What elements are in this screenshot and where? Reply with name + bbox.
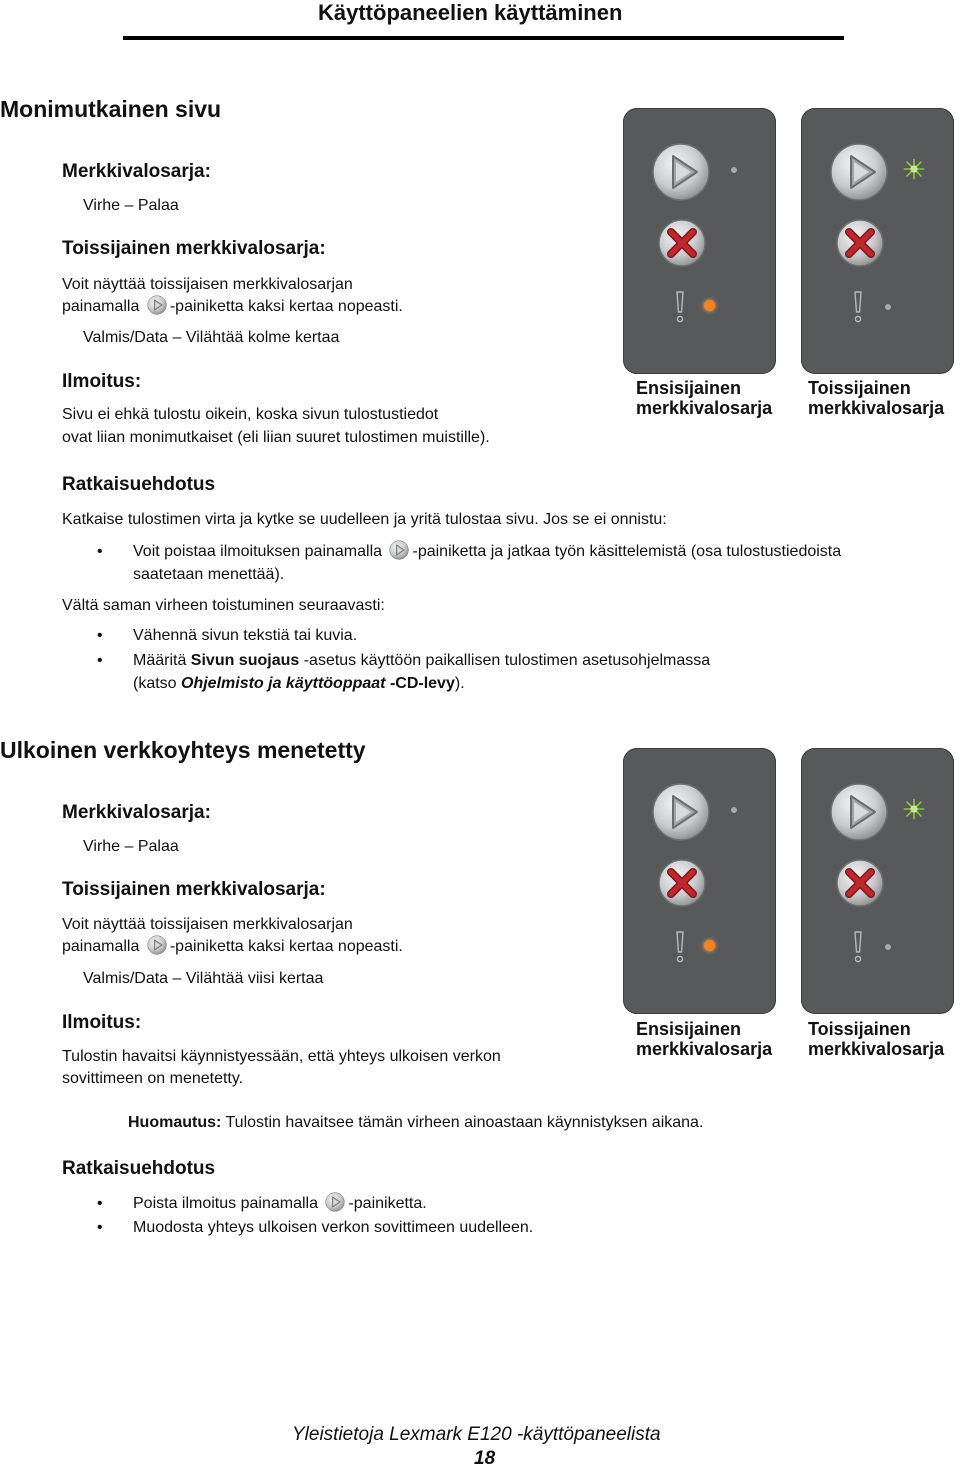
led-icon: [885, 944, 891, 950]
play-button-icon: [147, 295, 167, 315]
section-title-network-lost: Ulkoinen verkkoyhteys menetetty: [0, 737, 366, 763]
exclamation-icon: [673, 930, 687, 964]
secondary-sequence-value: Valmis/Data – Vilähtää kolme kertaa: [83, 329, 340, 346]
section-title-complex-page: Monimutkainen sivu: [0, 96, 222, 122]
cd-suffix: -CD-levy: [385, 675, 455, 692]
note: [128, 1111, 703, 1134]
led-icon: [731, 167, 737, 173]
light-sequence-heading: Merkkivalosarja:: [62, 161, 211, 182]
led-icon: [903, 158, 925, 180]
panel-secondary-label: [808, 378, 944, 418]
cd-name: Ohjelmisto ja käyttöoppaat: [181, 675, 386, 692]
secondary-sequence-heading: Toissijainen merkkivalosarja:: [62, 238, 326, 259]
bullet-text: ).: [454, 675, 465, 692]
page-number: 18: [474, 1448, 496, 1469]
bullet-text: -painiketta.: [348, 1195, 427, 1212]
play-button-icon: [325, 1192, 345, 1212]
play-button-icon: [829, 142, 889, 202]
solution-intro: Katkaise tulostimen virta ja kytke se uudelleen ja yritä tulostaa sivu. Jos se ei onnistu:: [62, 511, 667, 528]
led-icon: [704, 940, 715, 951]
bullet-text: Määritä: [133, 652, 191, 669]
bullet-text: Muodosta yhteys ulkoisen verkon sovittimeen uudelleen.: [133, 1219, 534, 1236]
setting-name: Sivun suojaus: [190, 652, 300, 669]
exclamation-icon: [851, 930, 865, 964]
play-button-icon: [829, 782, 889, 842]
play-button-icon: [651, 782, 711, 842]
panel-secondary-label-line2: merkkivalosarja: [808, 1039, 945, 1059]
control-panel-primary: [623, 108, 776, 374]
led-icon: [704, 300, 715, 311]
secondary-sequence-heading: Toissijainen merkkivalosarja:: [62, 879, 326, 900]
solution-heading: Ratkaisuehdotus: [62, 1158, 216, 1179]
secondary-sequence-text-1: Voit näyttää toissijaisen merkkivalosarjan: [62, 916, 353, 933]
bullet-text: Vähennä sivun tekstiä tai kuvia.: [133, 627, 358, 644]
notice-text-2: ovat liian monimutkaiset (eli liian suuret tulostimen muistille).: [62, 429, 490, 446]
secondary-text-post: -painiketta kaksi kertaa nopeasti.: [169, 938, 403, 955]
panel-secondary-label-line1: Toissijainen: [808, 378, 911, 398]
control-panel-primary: [623, 748, 776, 1014]
play-button-icon: [651, 142, 711, 202]
x-button-icon: [657, 218, 707, 268]
control-panel-secondary: [801, 748, 954, 1014]
bullet-text: -asetus käyttöön paikallisen tulostimen asetusohjelmassa: [299, 652, 711, 669]
led-icon: [903, 798, 925, 820]
panel-secondary-label: [808, 1019, 944, 1059]
panel-primary-label-line1: Ensisijainen: [636, 378, 742, 398]
light-sequence-value: Virhe – Palaa: [83, 197, 179, 214]
bullet-text: Poista ilmoitus painamalla: [133, 1195, 318, 1212]
bullet-text: Voit poistaa ilmoituksen painamalla: [133, 543, 383, 560]
note-text: Tulostin havaitsee tämän virheen ainoastaan käynnistyksen aikana.: [221, 1114, 704, 1131]
x-button-icon: [835, 858, 885, 908]
list-item: [133, 540, 933, 586]
secondary-sequence-text-2: [62, 935, 403, 958]
notice-text-1: Tulostin havaitsi käynnistyessään, että yhteys ulkoisen verkon: [62, 1048, 501, 1065]
light-sequence-heading: Merkkivalosarja:: [62, 802, 211, 823]
secondary-sequence-value: Valmis/Data – Vilähtää viisi kertaa: [83, 970, 324, 987]
panel-primary-label-line2: merkkivalosarja: [636, 1039, 773, 1059]
panel-secondary-label-line1: Toissijainen: [808, 1019, 911, 1039]
secondary-text-pre: painamalla: [62, 938, 140, 955]
note-label: Huomautus:: [128, 1114, 222, 1131]
play-button-icon: [389, 540, 409, 560]
list-item: [133, 649, 933, 695]
bullet-text: saatetaan menettää).: [133, 566, 285, 583]
control-panel-secondary: [801, 108, 954, 374]
secondary-sequence-text-1: Voit näyttää toissijaisen merkkivalosarjan: [62, 276, 353, 293]
avoid-text: Vältä saman virheen toistuminen seuraavasti:: [62, 597, 385, 614]
panel-primary-label-line1: Ensisijainen: [636, 1019, 742, 1039]
panel-primary-label-line2: merkkivalosarja: [636, 398, 773, 418]
bullet-text: (katso: [133, 675, 182, 692]
secondary-text-pre: painamalla: [62, 298, 140, 315]
notice-text-2: sovittimeen on menetetty.: [62, 1070, 244, 1087]
exclamation-icon: [673, 290, 687, 324]
panel-primary-label: [636, 1019, 772, 1059]
secondary-sequence-text-2: [62, 295, 403, 318]
list-item: [133, 1216, 933, 1239]
header-rule: [123, 36, 844, 40]
panel-secondary-label-line2: merkkivalosarja: [808, 398, 945, 418]
x-button-icon: [835, 218, 885, 268]
light-sequence-value: Virhe – Palaa: [83, 838, 179, 855]
led-icon: [731, 807, 737, 813]
play-button-icon: [147, 935, 167, 955]
panel-primary-label: [636, 378, 772, 418]
bullet-text: -painiketta ja jatkaa työn käsittelemistä (osa tulostustiedoista: [412, 543, 842, 560]
notice-text-1: Sivu ei ehkä tulostu oikein, koska sivun tulostustiedot: [62, 406, 439, 423]
led-icon: [885, 304, 891, 310]
x-button-icon: [657, 858, 707, 908]
secondary-text-post: -painiketta kaksi kertaa nopeasti.: [169, 298, 403, 315]
page-header-title: Käyttöpaneelien käyttäminen: [318, 0, 623, 25]
footer-title: Yleistietoja Lexmark E120 -käyttöpaneelista: [292, 1424, 661, 1445]
list-item: [133, 624, 933, 647]
notice-heading: Ilmoitus:: [62, 371, 142, 392]
notice-heading: Ilmoitus:: [62, 1012, 142, 1033]
solution-heading: Ratkaisuehdotus: [62, 474, 216, 495]
list-item: [133, 1192, 933, 1215]
exclamation-icon: [851, 290, 865, 324]
